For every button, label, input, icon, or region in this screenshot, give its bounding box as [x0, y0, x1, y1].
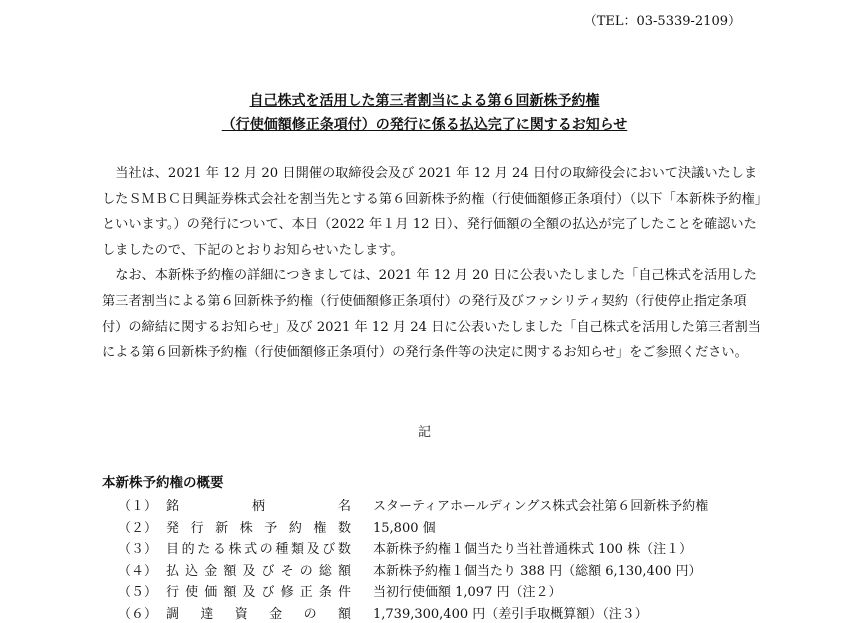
item-number: （３）: [118, 538, 166, 557]
ki-marker: 記: [0, 421, 849, 440]
label-char: そ: [281, 560, 294, 579]
label-char: 使: [185, 581, 198, 600]
list-item: [118, 494, 798, 516]
label-char: 行: [166, 581, 179, 600]
paragraph-1: 当社は、2021 年 12 月 20 日開催の取締役会及び 2021 年 12 月 24 日付の取締役会において決議いたしましたＳＭＢＣ日興証券株式会社を割当先とする第６回新株予約権（行使価額修正条項付）（以下「本新株予約権」といいます。）の発行について、本日（2022 年１月 12 日）、発行価額の全額の払込が完了したことを確認いたしましたので、下記のとおりお知らせいたします。: [102, 161, 762, 263]
label-char: 株: [240, 517, 253, 536]
label-char: 正: [300, 581, 313, 600]
item-value: 本新株予約権１個当たり当社普通株式 100 株（注１）: [373, 538, 798, 557]
item-value: 当初行使価額 1,097 円（注２）: [373, 581, 798, 600]
item-number: （１）: [118, 495, 166, 514]
label-char: 数: [338, 538, 351, 557]
label-char: 種: [275, 538, 288, 557]
label-char: 式: [244, 538, 257, 557]
paragraph-2: なお、本新株予約権の詳細につきましては、2021 年 12 月 20 日に公表いたしました「自己株式を活用した第三者割当による第６回新株予約権（行使価額修正条項付）の発行及びファシリティ契約（行使停止指定条項付）の締結に関するお知らせ」及び 2021 年 12 月 24 日に公表いたしました「自己株式を活用した第三者割当による第６回新株予約権（行使価額修正条項付）の発行条件等の決定に関するお知らせ」をご参照ください。: [102, 263, 762, 365]
item-number: （４）: [118, 560, 166, 579]
label-char: 修: [281, 581, 294, 600]
body-text: [102, 161, 762, 366]
label-char: び: [262, 560, 275, 579]
label-char: 的: [182, 538, 195, 557]
title-line-2: （行使価額修正条項付）の発行に係る払込完了に関するお知らせ: [0, 114, 849, 134]
label-char: 総: [319, 560, 332, 579]
label-char: 株: [229, 538, 242, 557]
label-char: 額: [223, 581, 236, 600]
label-char: 及: [242, 581, 255, 600]
label-char: 条: [319, 581, 332, 600]
label-char: 名: [338, 495, 351, 514]
item-number: （６）: [118, 603, 166, 622]
label-char: 柄: [252, 495, 265, 514]
label-char: 権: [313, 517, 326, 536]
label-char: 数: [338, 517, 351, 536]
overview-list: [118, 494, 798, 623]
item-label: [166, 538, 351, 557]
label-char: び: [262, 581, 275, 600]
list-item: [118, 602, 798, 623]
label-char: 金: [269, 603, 282, 622]
label-char: 発: [166, 517, 179, 536]
section-heading: 本新株予約権の概要: [102, 471, 224, 491]
label-char: る: [213, 538, 226, 557]
item-value: 15,800 個: [373, 517, 798, 536]
label-char: 払: [166, 560, 179, 579]
label-char: 調: [166, 603, 179, 622]
label-char: 行: [191, 517, 204, 536]
label-char: 及: [242, 560, 255, 579]
label-char: 込: [185, 560, 198, 579]
list-item: [118, 580, 798, 602]
label-char: 件: [338, 581, 351, 600]
label-char: 額: [223, 560, 236, 579]
item-label: [166, 495, 351, 514]
label-char: の: [304, 603, 317, 622]
item-value: 本新株予約権１個当たり 388 円（総額 6,130,400 円）: [373, 560, 798, 579]
list-item: [118, 516, 798, 538]
item-label: [166, 517, 351, 536]
label-char: び: [322, 538, 335, 557]
label-char: 額: [338, 560, 351, 579]
item-number: （５）: [118, 581, 166, 600]
item-label: [166, 560, 351, 579]
item-value: 1,739,300,400 円（差引手取概算額）（注３）: [373, 603, 798, 622]
label-char: 価: [204, 581, 217, 600]
label-char: 及: [307, 538, 320, 557]
label-char: 予: [264, 517, 277, 536]
contact-tel: （TEL：03-5339-2109）: [584, 10, 741, 29]
list-item: [118, 559, 798, 581]
label-char: の: [260, 538, 273, 557]
item-number: （２）: [118, 517, 166, 536]
label-char: 類: [291, 538, 304, 557]
item-label: [166, 581, 351, 600]
label-char: た: [197, 538, 210, 557]
label-char: 新: [215, 517, 228, 536]
label-char: 額: [338, 603, 351, 622]
label-char: の: [300, 560, 313, 579]
item-value: スターティアホールディングス株式会社第６回新株予約権: [373, 495, 798, 514]
label-char: 達: [200, 603, 213, 622]
label-char: 金: [204, 560, 217, 579]
label-char: 資: [235, 603, 248, 622]
title-line-1: 自己株式を活用した第三者割当による第６回新株予約権: [0, 90, 849, 110]
label-char: 約: [289, 517, 302, 536]
item-label: [166, 603, 351, 622]
list-item: [118, 537, 798, 559]
label-char: 目: [166, 538, 179, 557]
label-char: 銘: [166, 495, 179, 514]
